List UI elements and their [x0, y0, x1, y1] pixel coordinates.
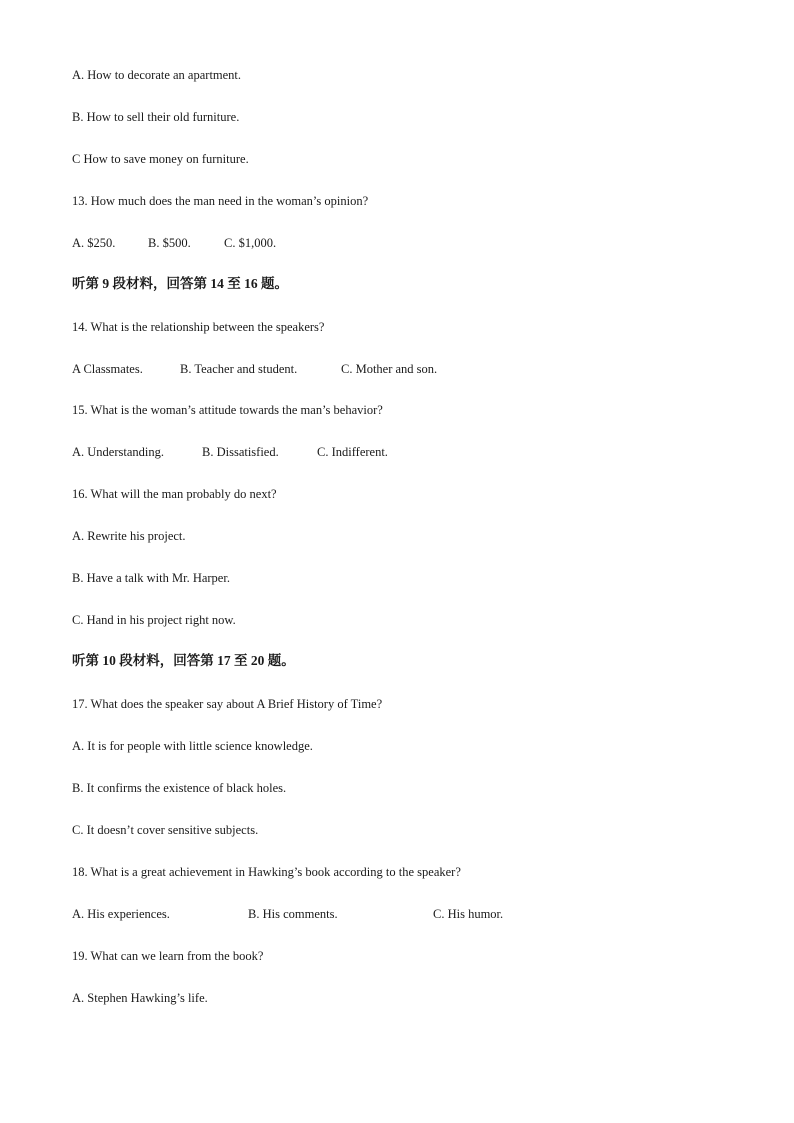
q15-option-b: B. Dissatisfied. — [202, 445, 279, 459]
q14-option-a: A Classmates. — [72, 362, 143, 376]
q18-option-c: C. His humor. — [433, 907, 504, 921]
q14-question: 14. What is the relationship between the speakers? — [72, 320, 325, 334]
q18-option-a: A. His experiences. — [72, 907, 170, 921]
q19-option-a: A. Stephen Hawking’s life. — [72, 991, 208, 1005]
q13-option-b: B. $500. — [148, 236, 191, 250]
q17-question: 17. What does the speaker say about A Brief History of Time? — [72, 697, 383, 711]
q17-option-a: A. It is for people with little science knowledge. — [72, 739, 313, 753]
q13-option-a: A. $250. — [72, 236, 116, 250]
q16-option-a: A. Rewrite his project. — [72, 529, 186, 543]
q16-option-c: C. Hand in his project right now. — [72, 613, 236, 627]
q19-question: 19. What can we learn from the book? — [72, 949, 264, 963]
q14-option-b: B. Teacher and student. — [180, 362, 298, 376]
section-heading-10: 听第 10 段材料，回答第 17 至 20 题。 — [72, 653, 295, 668]
q17-option-c: C. It doesn’t cover sensitive subjects. — [72, 823, 259, 837]
q14-option-c: C. Mother and son. — [341, 362, 438, 376]
q13-option-c: C. $1,000. — [224, 236, 277, 250]
q18-question: 18. What is a great achievement in Hawking’s book according to the speaker? — [72, 865, 461, 879]
q17-option-b: B. It confirms the existence of black holes. — [72, 781, 287, 795]
q15-option-c: C. Indifferent. — [317, 445, 388, 459]
q12-option-b: B. How to sell their old furniture. — [72, 110, 240, 124]
q12-option-a: A. How to decorate an apartment. — [72, 68, 242, 82]
q12-option-c: C How to save money on furniture. — [72, 152, 249, 166]
section-heading-9: 听第 9 段材料，回答第 14 至 16 题。 — [72, 276, 288, 291]
q18-option-b: B. His comments. — [248, 907, 338, 921]
q13-question: 13. How much does the man need in the woman’s opinion? — [72, 194, 369, 208]
q16-option-b: B. Have a talk with Mr. Harper. — [72, 571, 230, 585]
q16-question: 16. What will the man probably do next? — [72, 487, 277, 501]
q15-option-a: A. Understanding. — [72, 445, 164, 459]
q15-question: 15. What is the woman’s attitude towards the man’s behavior? — [72, 403, 383, 417]
